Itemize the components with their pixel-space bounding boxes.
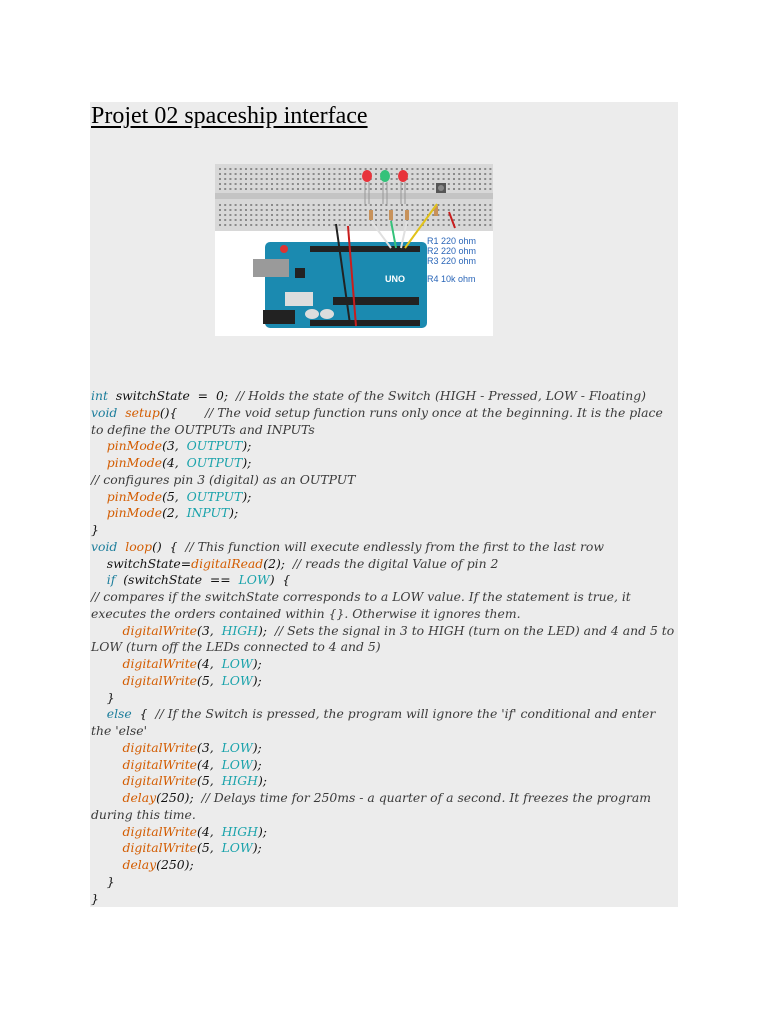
- code-token: () {: [152, 538, 186, 554]
- code-line: [91, 824, 678, 841]
- code-token: (){: [159, 404, 205, 420]
- code-token: LOW: [221, 739, 253, 755]
- code-line: [91, 690, 678, 707]
- code-token: LOW: [221, 756, 253, 772]
- code-token: [91, 489, 107, 504]
- code-token: digitalWrite: [122, 823, 198, 839]
- code-token: OUTPUT: [186, 455, 243, 470]
- code-token: INPUT: [186, 505, 230, 521]
- code-token: void: [91, 404, 118, 420]
- code-line: [91, 589, 678, 623]
- code-token: );: [257, 823, 267, 839]
- code-token: [91, 824, 123, 839]
- code-token: (4,: [197, 823, 222, 839]
- arduino-circuit-figure: [215, 164, 493, 336]
- code-token: [91, 455, 107, 470]
- code-token: digitalWrite: [122, 656, 198, 671]
- code-line: [91, 522, 678, 539]
- power-jack: [263, 310, 295, 324]
- code-line: [91, 388, 678, 405]
- code-token: (3,: [162, 438, 187, 454]
- code-token: (switchState ==: [115, 572, 239, 588]
- code-token: [91, 773, 123, 788]
- code-token: // If the Switch is pressed, the program will ignore the 'if' conditional and enter the 'else': [91, 706, 660, 738]
- code-token: delay: [122, 790, 157, 805]
- code-token: digitalWrite: [122, 773, 198, 789]
- code-line: [91, 505, 678, 522]
- code-token: (4,: [197, 756, 222, 772]
- code-line: [91, 455, 678, 472]
- code-token: else: [106, 706, 132, 722]
- code-token: HIGH: [221, 773, 258, 789]
- code-token: int: [91, 388, 108, 403]
- code-token: );: [257, 773, 267, 789]
- code-line: [91, 891, 678, 908]
- code-token: }: [91, 689, 115, 705]
- resistor-label-r3: R3 220 ohm: [427, 256, 477, 266]
- code-token: );: [242, 488, 252, 504]
- code-token: [91, 623, 123, 638]
- code-token: [91, 673, 123, 688]
- code-token: digitalWrite: [122, 840, 198, 856]
- code-token: );: [257, 622, 275, 638]
- code-token: if: [106, 572, 116, 588]
- code-token: );: [242, 455, 252, 470]
- code-token: digitalWrite: [122, 622, 198, 638]
- code-token: digitalWrite: [122, 672, 198, 688]
- code-line: [91, 572, 678, 589]
- code-token: pinMode: [106, 488, 163, 504]
- code-line: [91, 773, 678, 790]
- code-token: );: [252, 840, 262, 856]
- code-line: [91, 857, 678, 874]
- code-token: (5,: [197, 840, 222, 856]
- code-token: }: [91, 522, 99, 537]
- board-logo: UNO: [385, 274, 405, 284]
- code-token: );: [242, 438, 252, 454]
- code-token: digitalWrite: [122, 739, 198, 755]
- page-title: Projet 02 spaceship interface: [91, 103, 368, 129]
- code-token: switchState=: [91, 555, 192, 571]
- code-token: [91, 706, 107, 721]
- code-token: [91, 840, 123, 855]
- code-token: );: [252, 656, 262, 671]
- code-token: ) {: [269, 572, 291, 588]
- code-token: (3,: [197, 622, 222, 638]
- code-token: );: [252, 756, 262, 772]
- code-line: [91, 740, 678, 757]
- code-token: digitalRead: [191, 555, 264, 571]
- code-token: );: [252, 672, 262, 688]
- code-line: [91, 790, 678, 824]
- code-token: (5,: [197, 672, 222, 688]
- code-token: setup: [125, 404, 160, 420]
- code-line: [91, 539, 678, 556]
- code-token: (5,: [197, 773, 222, 789]
- code-line: [91, 757, 678, 774]
- code-token: LOW: [221, 656, 253, 671]
- code-token: // compares if the switchState corresponds to a LOW value. If the statement is true, it executes the orders contained within {}. Otherwise it ignores them.: [91, 589, 635, 621]
- code-line: [91, 405, 678, 439]
- code-token: (250);: [156, 790, 202, 805]
- code-listing: [91, 388, 678, 907]
- code-token: (2,: [162, 505, 187, 521]
- code-token: [91, 857, 123, 872]
- code-token: delay: [122, 857, 157, 872]
- code-line: [91, 706, 678, 740]
- code-token: OUTPUT: [186, 438, 243, 454]
- resistor-label-r1: R1 220 ohm: [427, 236, 477, 246]
- code-token: void: [91, 538, 118, 554]
- code-token: LOW: [221, 672, 253, 688]
- code-token: switchState = 0;: [107, 388, 236, 403]
- code-token: [91, 438, 107, 453]
- code-token: // configures pin 3 (digital) as an OUTPUT: [91, 471, 356, 487]
- code-token: );: [252, 739, 262, 755]
- code-token: // The void setup function runs only once at the beginning. It is the place to define the OUTPUTs and INPUTs: [91, 404, 667, 437]
- code-token: (250);: [156, 857, 194, 872]
- code-token: // Holds the state of the Switch (HIGH - Pressed, LOW - Floating): [235, 388, 646, 403]
- code-line: [91, 489, 678, 506]
- document-page: [90, 102, 678, 907]
- code-token: [91, 656, 123, 671]
- code-token: // Sets the signal in 3 to HIGH (turn on the LED) and 4 and 5 to LOW (turn off the LEDs connected to 4 and 5): [91, 622, 679, 655]
- code-token: HIGH: [221, 823, 258, 839]
- code-token: loop: [125, 538, 153, 554]
- code-token: // This function will execute endlessly from the first to the last row: [185, 538, 604, 554]
- code-token: pinMode: [106, 455, 163, 470]
- code-token: (2);: [263, 555, 293, 571]
- resistor-label-r2: R2 220 ohm: [427, 246, 477, 256]
- resistor-label-r4: R4 10k ohm: [427, 274, 476, 284]
- code-line: [91, 874, 678, 891]
- code-token: [91, 757, 123, 772]
- code-token: (4,: [197, 656, 222, 671]
- code-token: [91, 505, 107, 520]
- code-token: {: [131, 706, 156, 722]
- code-token: // reads the digital Value of pin 2: [292, 555, 499, 571]
- code-token: OUTPUT: [186, 488, 243, 504]
- code-token: LOW: [221, 840, 253, 856]
- code-token: (4,: [162, 455, 187, 470]
- code-line: [91, 656, 678, 673]
- arduino-circuit-icon: [215, 164, 493, 336]
- code-token: [91, 790, 123, 805]
- code-line: [91, 623, 678, 657]
- code-line: [91, 472, 678, 489]
- code-token: digitalWrite: [122, 756, 198, 772]
- code-token: }: [91, 890, 99, 906]
- code-token: pinMode: [106, 438, 163, 454]
- code-token: HIGH: [221, 622, 258, 638]
- code-token: pinMode: [106, 505, 163, 521]
- code-token: // Delays time for 250ms - a quarter of a second. It freezes the program during this time.: [91, 790, 655, 822]
- code-token: [91, 572, 107, 587]
- code-token: (5,: [162, 488, 187, 504]
- code-token: [91, 740, 123, 755]
- usb-port: [253, 259, 289, 277]
- code-token: LOW: [238, 572, 270, 588]
- code-token: (3,: [197, 739, 222, 755]
- code-line: [91, 438, 678, 455]
- code-line: [91, 556, 678, 573]
- code-line: [91, 840, 678, 857]
- code-line: [91, 673, 678, 690]
- code-token: );: [229, 505, 239, 521]
- code-token: }: [91, 873, 115, 889]
